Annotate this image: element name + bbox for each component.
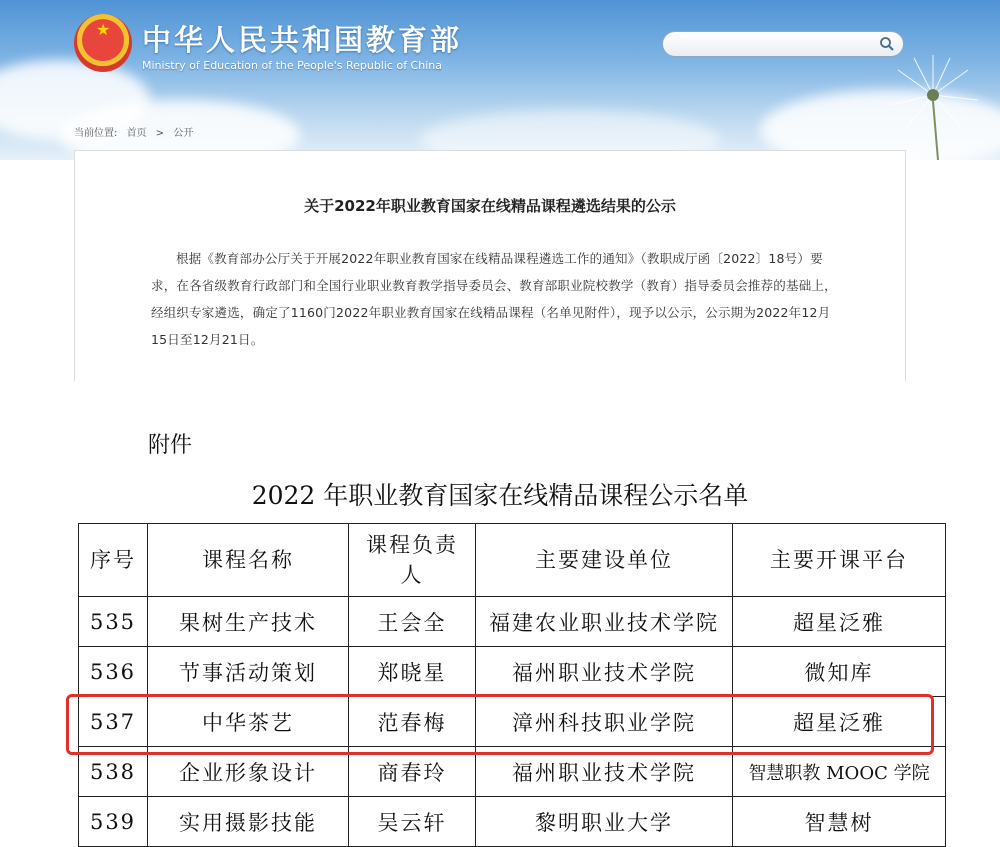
cell-course-owner: 范春梅 bbox=[349, 697, 476, 747]
notice-panel bbox=[74, 150, 906, 381]
dandelion-decoration-icon bbox=[878, 50, 988, 160]
cell-main-unit: 福州职业技术学院 bbox=[476, 647, 733, 697]
cell-course-owner: 吴云轩 bbox=[349, 797, 476, 847]
site-title[interactable]: 中华人民共和国教育部 bbox=[142, 23, 463, 57]
cell-course-name: 企业形象设计 bbox=[148, 747, 349, 797]
header-course-owner bbox=[349, 524, 476, 597]
cell-index: 538 bbox=[79, 747, 148, 797]
header-course-owner-text: 课程负责人 bbox=[366, 533, 458, 587]
cell-index: 535 bbox=[79, 597, 148, 647]
header-platform: 主要开课平台 bbox=[733, 524, 946, 597]
emblem-star-icon: ★ bbox=[96, 20, 111, 39]
breadcrumb-current[interactable]: 公开 bbox=[173, 128, 194, 139]
cell-course-owner: 王会全 bbox=[349, 597, 476, 647]
table-row bbox=[79, 797, 946, 847]
notice-body: 根据《教育部办公厅关于开展2022年职业教育国家在线精品课程遴选工作的通知》（教职成厅函〔2022〕18号）要求，在各省级教育行政部门和全国行业职业教育教学指导委员会、教育部职业院校教学（教育）指导委员会推荐的基础上，经组织专家遴选，确定了1160门2022年职业教育国家在线精品课程（名单见附件），现予以公示，公示期为2022年12月15日至12月21日。 bbox=[151, 251, 837, 347]
cell-course-owner: 郑晓星 bbox=[349, 647, 476, 697]
cell-main-unit: 福建农业职业技术学院 bbox=[476, 597, 733, 647]
cell-course-name: 实用摄影技能 bbox=[148, 797, 349, 847]
course-list-title: 2022 年职业教育国家在线精品课程公示名单 bbox=[251, 481, 749, 510]
cell-platform: 智慧树 bbox=[733, 797, 946, 847]
breadcrumb-home-link[interactable]: 首页 bbox=[126, 128, 147, 139]
attachment-label: 附件 bbox=[148, 433, 193, 458]
notice-title: 关于2022年职业教育国家在线精品课程遴选结果的公示 bbox=[304, 197, 676, 215]
course-table bbox=[78, 523, 946, 847]
breadcrumb bbox=[74, 124, 199, 139]
breadcrumb-separator: > bbox=[155, 128, 165, 139]
cell-platform: 超星泛雅 bbox=[733, 697, 946, 747]
cell-platform: 微知库 bbox=[733, 647, 946, 697]
cell-main-unit: 福州职业技术学院 bbox=[476, 747, 733, 797]
cell-course-name: 节事活动策划 bbox=[148, 647, 349, 697]
cell-index: 537 bbox=[79, 697, 148, 747]
cell-course-owner: 商春玲 bbox=[349, 747, 476, 797]
cell-main-unit: 黎明职业大学 bbox=[476, 797, 733, 847]
cell-course-name: 中华茶艺 bbox=[148, 697, 349, 747]
cell-index: 539 bbox=[79, 797, 148, 847]
cell-platform: 超星泛雅 bbox=[733, 597, 946, 647]
table-row bbox=[79, 747, 946, 797]
header-index: 序号 bbox=[79, 524, 148, 597]
search-input[interactable] bbox=[673, 35, 877, 53]
breadcrumb-prefix: 当前位置: bbox=[74, 128, 118, 139]
header-main-unit: 主要建设单位 bbox=[476, 524, 733, 597]
header-course-name: 课程名称 bbox=[148, 524, 349, 597]
table-header-row bbox=[79, 524, 946, 597]
cell-course-name: 果树生产技术 bbox=[148, 597, 349, 647]
search-box[interactable] bbox=[662, 31, 904, 57]
cell-platform: 智慧职教 MOOC 学院 bbox=[733, 747, 946, 797]
cell-main-unit: 漳州科技职业学院 bbox=[476, 697, 733, 747]
table-row bbox=[79, 647, 946, 697]
table-row bbox=[79, 597, 946, 647]
table-row-highlighted bbox=[79, 697, 946, 747]
cell-index: 536 bbox=[79, 647, 148, 697]
site-subtitle: Ministry of Education of the People's Republic of China bbox=[142, 59, 442, 72]
